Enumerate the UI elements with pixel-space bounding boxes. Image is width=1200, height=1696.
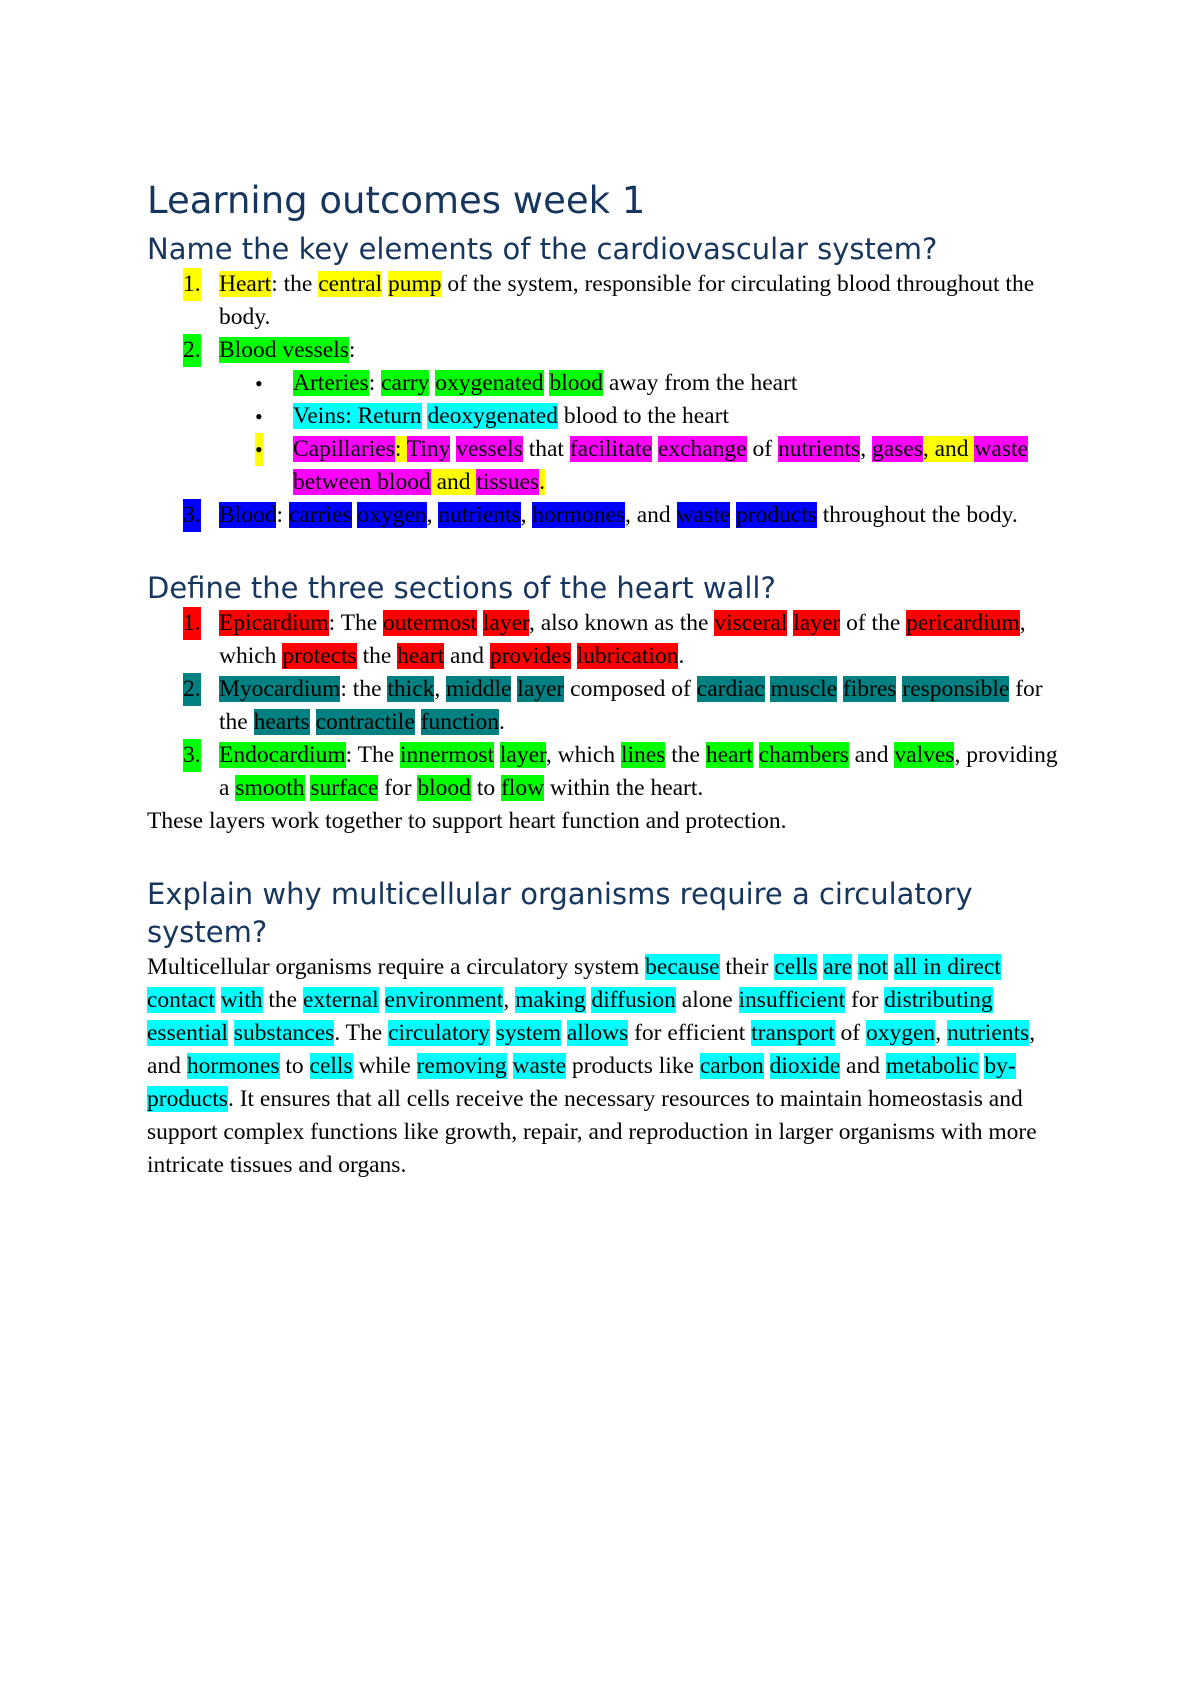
list-number: 1.: [183, 607, 201, 640]
text-run: , and: [147, 1020, 1036, 1079]
highlighted-text: removing: [416, 1053, 507, 1079]
list-number: 2.: [183, 673, 201, 706]
text-run: , also known as the: [528, 610, 715, 636]
list-item: [147, 607, 1067, 673]
highlighted-text: central: [318, 271, 383, 297]
highlighted-text: Heart: [219, 271, 272, 297]
highlighted-text: valves: [894, 742, 955, 768]
text-run: their: [719, 954, 775, 980]
text-run: , providing a: [219, 742, 1058, 801]
highlighted-text: waste: [512, 1053, 567, 1079]
list-item: [147, 334, 1067, 367]
highlighted-text: hormones: [532, 502, 625, 528]
highlighted-text: Blood vessels: [219, 337, 349, 363]
list-number: 3.: [183, 739, 201, 772]
text-run: , which: [219, 610, 1026, 669]
highlighted-text: outermost: [383, 610, 478, 636]
text-run: for the: [219, 676, 1043, 735]
section2-heading: Define the three sections of the heart wall?: [147, 571, 776, 605]
highlighted-text: are: [823, 954, 852, 980]
bullet-item: [147, 400, 1067, 433]
text-run: and: [840, 1053, 886, 1079]
section1-list: [147, 268, 1067, 532]
highlighted-text: layer: [793, 610, 841, 636]
text-run: and: [444, 643, 490, 669]
page-title: Learning outcomes week 1: [147, 179, 646, 222]
text-run: [490, 1020, 496, 1046]
text-run: of: [834, 1020, 866, 1046]
highlighted-text: all in direct: [893, 954, 1001, 980]
text-run: [652, 436, 658, 462]
text-run: alone: [675, 987, 739, 1013]
highlighted-text: surface: [310, 775, 379, 801]
text-run: [571, 643, 577, 669]
highlighted-text: external: [302, 987, 379, 1013]
text-run: [888, 954, 894, 980]
list-number: 3.: [183, 499, 201, 532]
highlighted-text: distributing: [884, 987, 993, 1013]
text-run: the: [356, 643, 398, 669]
highlighted-text: cells: [309, 1053, 353, 1079]
text-run: for efficient: [628, 1020, 752, 1046]
text-run: blood to the heart: [557, 403, 729, 429]
text-run: .: [498, 709, 505, 735]
section2-list: [147, 607, 1067, 805]
list-item: [147, 673, 1067, 739]
highlighted-text: chambers: [758, 742, 849, 768]
highlighted-text: innermost: [400, 742, 494, 768]
text-run: [494, 742, 500, 768]
text-run: [379, 987, 385, 1013]
highlighted-text: layer: [517, 676, 565, 702]
text-run: for: [845, 987, 885, 1013]
highlighted-text: products: [735, 502, 817, 528]
highlighted-text: diffusion: [591, 987, 676, 1013]
section3-paragraph: [147, 951, 1067, 1182]
section2-closing: These layers work together to support heart function and protection.: [147, 808, 787, 834]
text-run: [415, 709, 421, 735]
text-run: [310, 709, 316, 735]
text-run: that: [522, 436, 570, 462]
highlighted-text: waste between blood: [293, 436, 1028, 495]
text-run: [215, 987, 221, 1013]
highlighted-text: deoxygenated: [427, 403, 558, 429]
highlighted-text: heart: [705, 742, 753, 768]
section3-heading: Explain why multicellular organisms require a circulatory system?: [147, 877, 973, 949]
highlighted-text: Capillaries: [293, 436, 395, 462]
highlighted-text: Blood: [219, 502, 277, 528]
highlighted-text: pericardium: [906, 610, 1020, 636]
highlighted-text: Veins: Return: [293, 403, 422, 429]
text-run: [764, 1053, 770, 1079]
highlighted-text: thick: [387, 676, 435, 702]
bullet-item: [147, 433, 1067, 499]
text-run: ,: [434, 676, 447, 702]
highlighted-text: waste: [676, 502, 731, 528]
list-item: [147, 499, 1067, 532]
highlighted-text: oxygenated: [435, 370, 544, 396]
bullet-item: [147, 367, 1067, 400]
highlighted-text: environment: [384, 987, 504, 1013]
highlighted-text: function: [420, 709, 499, 735]
text-run: . The: [334, 1020, 389, 1046]
highlighted-text: lines: [620, 742, 666, 768]
text-run: [507, 1053, 513, 1079]
text-run: ,: [520, 502, 533, 528]
highlighted-text: exchange: [657, 436, 747, 462]
highlighted-text: oxygen: [866, 1020, 936, 1046]
highlighted-text: fibres: [842, 676, 897, 702]
list-item: [147, 739, 1067, 805]
highlighted-text: Myocardium: [219, 676, 341, 702]
text-run: ,: [860, 436, 872, 462]
highlighted-text: middle: [446, 676, 512, 702]
highlighted-text: and: [430, 469, 477, 495]
text-run: :: [276, 502, 289, 528]
text-run: : The: [345, 742, 400, 768]
highlighted-text: Arteries: [293, 370, 369, 396]
text-run: , and: [625, 502, 677, 528]
highlighted-text: metabolic: [885, 1053, 979, 1079]
highlighted-text: smooth: [235, 775, 305, 801]
text-run: of the: [840, 610, 907, 636]
text-run: while: [352, 1053, 417, 1079]
text-run: : The: [328, 610, 384, 636]
highlighted-text: making: [515, 987, 586, 1013]
highlighted-text: nutrients: [777, 436, 861, 462]
text-run: the: [262, 987, 303, 1013]
text-run: [228, 1020, 234, 1046]
highlighted-text: muscle: [770, 676, 838, 702]
text-run: to: [279, 1053, 310, 1079]
highlighted-text: transport: [751, 1020, 835, 1046]
text-run: throughout the body.: [816, 502, 1018, 528]
highlighted-text: oxygen: [357, 502, 427, 528]
text-run: composed of: [564, 676, 697, 702]
bullet-icon: •: [255, 371, 263, 396]
highlighted-text: :: [394, 436, 407, 462]
text-run: and: [848, 742, 895, 768]
highlighted-text: heart: [397, 643, 445, 669]
highlighted-text: hearts: [253, 709, 310, 735]
highlighted-text: substances: [233, 1020, 335, 1046]
text-run: . It ensures that all cells receive the necessary resources to maintain homeostasis and support complex functions like growth, repair, and reproduction in larger organisms with more intricate tissues and organs.: [147, 1086, 1037, 1178]
highlighted-text: Endocardium: [219, 742, 346, 768]
text-run: of: [746, 436, 778, 462]
highlighted-text: essential: [147, 1020, 228, 1046]
highlighted-text: circulatory: [388, 1020, 490, 1046]
highlighted-text: system: [495, 1020, 561, 1046]
highlighted-text: visceral: [714, 610, 788, 636]
highlighted-text: pump: [388, 271, 442, 297]
text-run: ,: [935, 1020, 947, 1046]
highlighted-text: layer: [482, 610, 529, 636]
highlighted-text: insufficient: [738, 987, 846, 1013]
text-run: : the: [271, 271, 319, 297]
highlighted-text: nutrients: [946, 1020, 1030, 1046]
highlighted-text: gases: [871, 436, 923, 462]
text-run: ,: [503, 987, 516, 1013]
section1-heading: Name the key elements of the cardiovascular system?: [147, 232, 938, 266]
highlighted-text: tissues: [476, 469, 540, 495]
text-run: to: [470, 775, 501, 801]
text-run: ,: [426, 502, 439, 528]
highlighted-text: carries: [288, 502, 352, 528]
highlighted-text: contractile: [315, 709, 415, 735]
highlighted-text: allows: [566, 1020, 629, 1046]
highlighted-text: protects: [282, 643, 357, 669]
highlighted-text: carry: [381, 370, 430, 396]
highlighted-text: because: [645, 954, 720, 980]
highlighted-text: hormones: [186, 1053, 280, 1079]
highlighted-text: layer: [499, 742, 546, 768]
highlighted-text: nutrients: [438, 502, 521, 528]
highlighted-text: facilitate: [569, 436, 653, 462]
text-run: [852, 954, 858, 980]
text-run: for: [378, 775, 418, 801]
highlighted-text: cells: [774, 954, 818, 980]
highlighted-text: blood: [417, 775, 471, 801]
list-item: [147, 268, 1067, 334]
text-run: products like: [566, 1053, 700, 1079]
highlighted-text: Tiny: [406, 436, 451, 462]
text-run: .: [678, 643, 685, 669]
highlighted-text: , and: [922, 436, 975, 462]
highlighted-text: contact: [147, 987, 215, 1013]
highlighted-text: by-products: [147, 1053, 1016, 1112]
list-number: 1.: [183, 268, 201, 301]
text-run: Multicellular organisms require a circulatory system: [147, 954, 646, 980]
bullet-icon: •: [255, 433, 263, 466]
highlighted-text: not: [857, 954, 888, 980]
list-number: 2.: [183, 334, 201, 367]
text-run: the: [665, 742, 706, 768]
text-run: of the system, responsible for circulating blood throughout the body.: [219, 271, 1035, 330]
highlighted-text: responsible: [902, 676, 1010, 702]
highlighted-text: .: [539, 469, 545, 495]
highlighted-text: carbon: [699, 1053, 764, 1079]
highlighted-text: flow: [500, 775, 545, 801]
text-run: [753, 742, 759, 768]
highlighted-text: blood: [549, 370, 603, 396]
highlighted-text: Epicardium: [219, 610, 329, 636]
bullet-icon: •: [255, 404, 263, 429]
text-run: , which: [545, 742, 621, 768]
text-run: within the heart.: [544, 775, 704, 801]
highlighted-text: with: [220, 987, 263, 1013]
highlighted-text: cardiac: [696, 676, 765, 702]
text-run: [561, 1020, 567, 1046]
highlighted-text: provides: [489, 643, 571, 669]
text-run: away from the heart: [602, 370, 798, 396]
highlighted-text: vessels: [456, 436, 523, 462]
text-run: : the: [340, 676, 388, 702]
highlighted-text: dioxide: [769, 1053, 841, 1079]
text-run: :: [348, 337, 356, 363]
document-page: [147, 178, 1067, 1182]
text-run: :: [368, 370, 382, 396]
highlighted-text: lubrication: [576, 643, 679, 669]
